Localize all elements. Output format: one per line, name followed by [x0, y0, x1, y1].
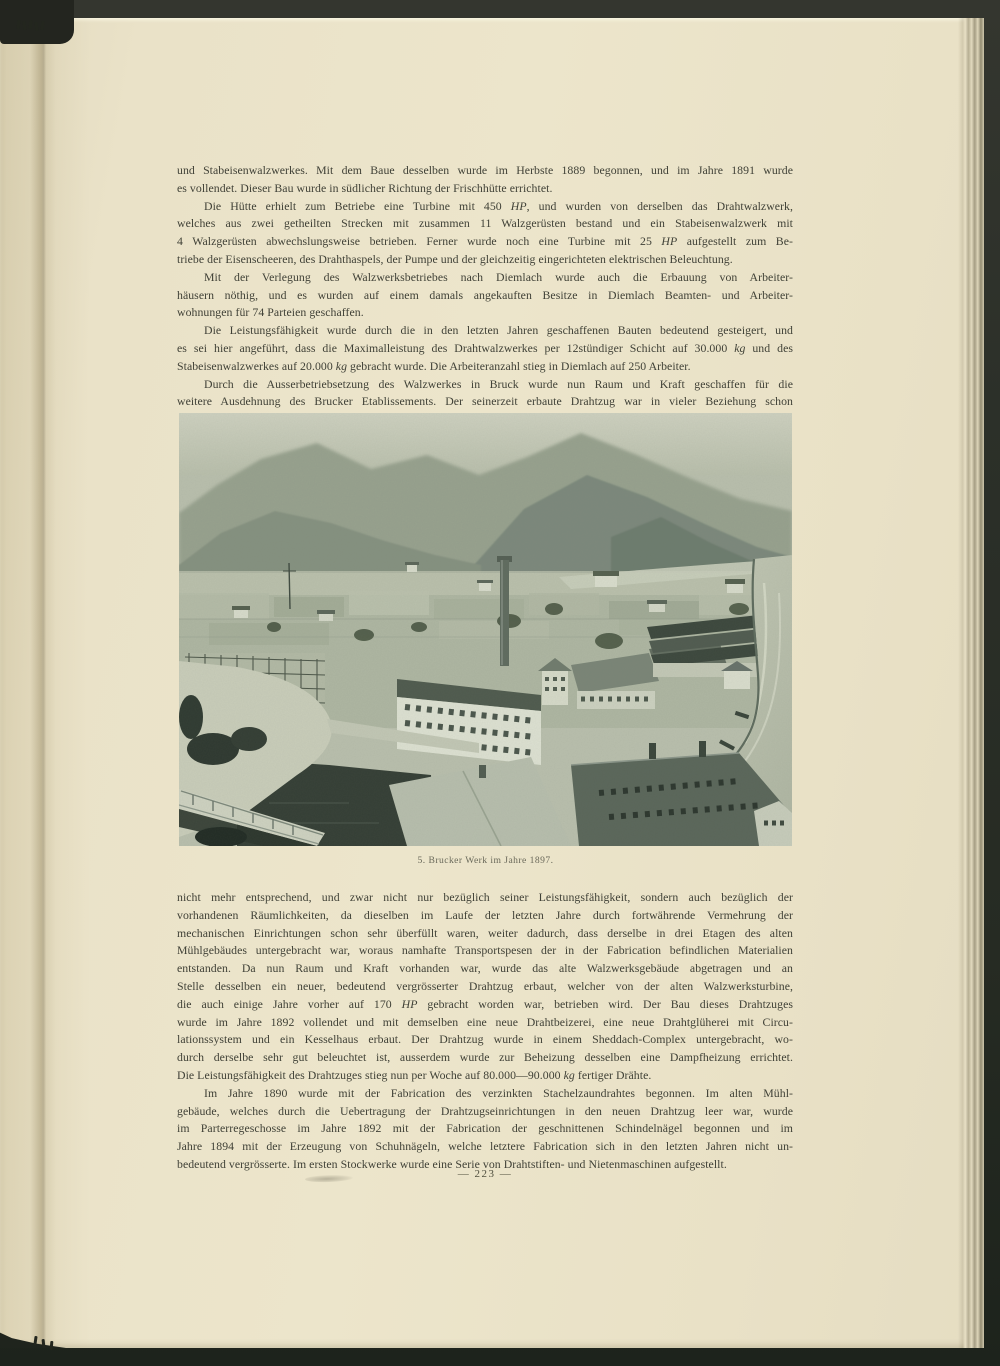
figure-plate [179, 413, 792, 866]
text-line: es sei hier angeführt, dass die Maximalleistung des Drahtwalzwerkes per 12stündiger Schicht auf 30.000 kg und des [177, 340, 793, 355]
paragraph [177, 269, 793, 322]
text-line: und Stabeisenwalzwerkes. Mit dem Baue desselben wurde im Herbste 1889 begonnen, und im Jahre 1891 wurde [177, 163, 793, 177]
figure-caption: 5. Brucker Werk im Jahre 1897. [417, 855, 554, 866]
text-line: durch derselbe sehr gut beleuchtet ist, ausserdem wurde zur Beheizung desselben eine Dampfheizung errichtet. [177, 1050, 793, 1065]
text-line: weitere Ausdehnung des Brucker Etablissements. Der seinerzeit erbaute Drahtzug war in vieler Beziehung schon [177, 394, 793, 409]
brucker-werk-photo [179, 413, 792, 846]
text-block-lower [177, 889, 793, 1174]
paragraph [177, 162, 793, 198]
text-line: wohnungen für 74 Parteien geschaffen. [177, 305, 364, 320]
text-line: Stabeisenwalzwerkes auf 20.000 kg gebracht wurde. Die Arbeiteranzahl stieg in Diemlach auf 250 Arbeiter. [177, 358, 691, 373]
text-line: es vollendet. Dieser Bau wurde in südlicher Richtung der Frischhütte errichtet. [177, 180, 553, 195]
paragraph [177, 376, 793, 412]
text-line: mechanischen Einrichtungen schon sehr überfüllt waren, weiter dadurch, dass derselbe in drei Etagen des alten [177, 925, 793, 940]
text-line: Die Leistungsfähigkeit des Drahtzuges stieg nun per Woche auf 80.000—90.000 kg fertiger Drähte. [177, 1067, 652, 1082]
binding-stitch [35, 22, 39, 31]
text-line: Die Leistungsfähigkeit wurde durch die in den letzten Jahren geschaffenen Bauten bedeutend gesteigert, und [204, 323, 793, 338]
page-gutter-crease [30, 18, 56, 1348]
paragraph [177, 198, 793, 269]
paragraph [177, 1085, 793, 1174]
text-line: nicht mehr entsprechend, und zwar nicht nur bezüglich seiner Leistungsfähigkeit, sondern auch bezüglich der [177, 890, 793, 904]
text-line: welches aus zwei getheilten Strecken mit zusammen 11 Walzgerüsten bestand und ein Stabeisenwalzwerk mit [177, 216, 793, 231]
text-block-upper [177, 162, 793, 411]
text-line: häusern nöthig, und es wurden auf einem damals angekauften Besitze in Diemlach Beamten- und Arbeiter- [177, 287, 793, 302]
text-line: Stelle desselben ein neuer, bedeutend vergrösserter Drahtzug erbaut, welcher von der alten Walzwerksturbine, [177, 978, 793, 993]
text-line: Mühlgebäudes untergebracht war, woraus namhafte Transportspesen der in der Fabrication befindlichen Materialien [177, 943, 793, 958]
text-line: gebäude, welches durch die Uebertragung der Drahtzugseinrichtungen in den neuen Drahtzug leer war, wurde [177, 1103, 793, 1118]
text-line: die auch einige Jahre vorher auf 170 HP gebracht worden war, betrieben wird. Der Bau dieses Drahtzuges [177, 996, 793, 1011]
text-line: im Parterregeschosse im Jahre 1892 mit der Fabrication der geschnittenen Schindelnägel begonnen und im [177, 1121, 793, 1136]
text-line: vorhandenen Räumlichkeiten, da dieselben im Laufe der letzten Jahre durch fortwährende Vermehrung der [177, 907, 793, 922]
text-line: Im Jahre 1890 wurde mit der Fabrication des verzinkten Stachelzaundrahtes begonnen. Im alten Mühl- [204, 1085, 793, 1100]
text-line: 4 Walzgerüsten abwechslungsweise betrieben. Ferner wurde noch eine Turbine mit 25 HP aufgestellt zum Be- [177, 234, 793, 249]
page-edge-stack [958, 18, 984, 1348]
paragraph [177, 322, 793, 375]
text-line: triebe der Eisenscheeren, des Drahthaspels, der Pumpe und der gleichzeitig eingerichteten elektrischen Beleuchtung. [177, 251, 733, 266]
book-page [0, 18, 984, 1348]
text-line: Durch die Ausserbetriebsetzung des Walzwerkes in Bruck wurde nun Raum und Kraft geschaffen für die [204, 376, 793, 391]
pencil-smudge [305, 1174, 353, 1183]
text-line: wurde im Jahre 1892 vollendet und mit demselben eine neue Drahtbeizerei, eine neue Drahtglüherei mit Circu- [177, 1014, 793, 1029]
text-line: bedeutend vergrösserte. Im ersten Stockwerke wurde eine Serie von Drahtstiften- und Nietenmaschinen aufgestellt. [177, 1156, 727, 1171]
page-number: — 223 — [457, 1168, 513, 1180]
text-line: Jahre 1894 mit der Erzeugung von Schuhnägeln, welche letztere Fabrication sich in den letzten Jahren nicht un- [177, 1139, 793, 1154]
text-line: Mit der Verlegung des Walzwerksbetriebes nach Diemlach wurde auch die Erbauung von Arbeiter- [204, 269, 793, 284]
text-line: entstanden. Da nun Raum und Kraft vorhanden war, wurde das alte Walzwerksgebäude abgetragen und an [177, 961, 793, 976]
text-line: Die Hütte erhielt zum Betriebe eine Turbine mit 450 HP, und wurden von derselben das Drahtwalzwerk, [204, 198, 793, 213]
paragraph [177, 889, 793, 1085]
binding-stitch [17, 20, 21, 29]
text-line: lationssystem und ein Kesselhaus erbaut. Der Drahtzug wurde in einem Sheddach-Complex untergebracht, wo- [177, 1032, 793, 1047]
